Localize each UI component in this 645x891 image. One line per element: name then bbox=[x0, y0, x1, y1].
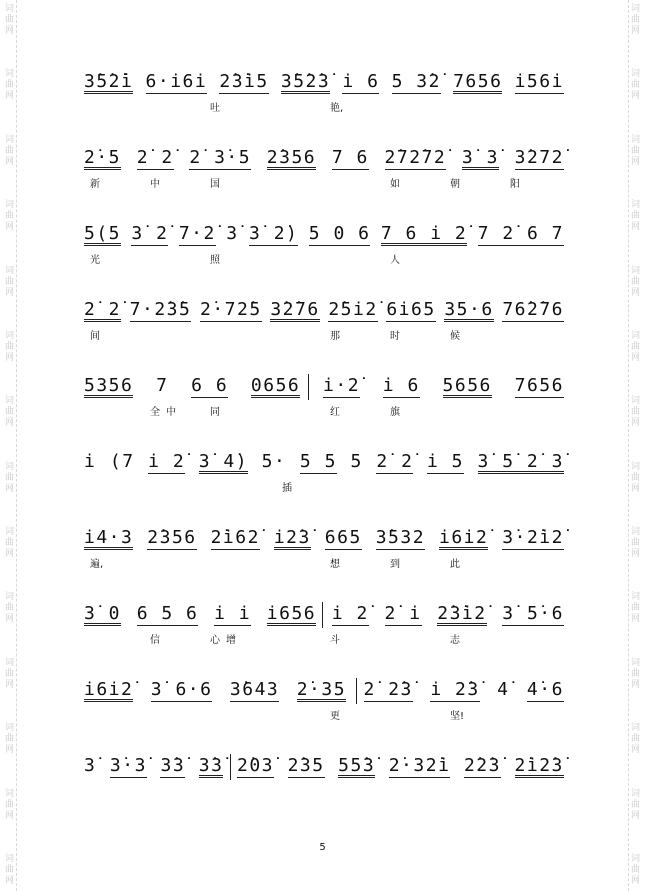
note-group: i6i2̇ bbox=[439, 527, 489, 548]
watermark-glyph: 曲 bbox=[4, 276, 14, 287]
watermark-stamp bbox=[3, 69, 16, 102]
note-group: 2̇5i2̇ bbox=[328, 299, 378, 320]
note-group: 7656 bbox=[453, 71, 503, 92]
note-group: 5 0 6 bbox=[308, 223, 371, 244]
lyric-char: 同 bbox=[210, 407, 220, 418]
lyric-char: 艳, bbox=[330, 103, 344, 114]
notation-row bbox=[84, 450, 564, 474]
watermark-stamp bbox=[629, 789, 642, 822]
note-group: 2̇35 bbox=[287, 755, 325, 776]
note-group: 2̇72̇72̇ bbox=[384, 147, 447, 168]
watermark-glyph: 网 bbox=[630, 614, 640, 625]
watermark-glyph: 网 bbox=[4, 810, 14, 821]
note-group: 3̇ 6·6 bbox=[150, 679, 213, 700]
lyric-char: 候 bbox=[450, 331, 460, 342]
watermark-glyph: 词 bbox=[630, 853, 640, 864]
watermark-stamp bbox=[629, 854, 642, 887]
lyric-char: 吐 bbox=[210, 103, 220, 114]
note-group: 7656 bbox=[514, 375, 564, 396]
watermark-glyph: 词 bbox=[4, 200, 14, 211]
notation-row bbox=[84, 146, 564, 170]
lyrics-row bbox=[84, 558, 564, 572]
note-group: 3̇ 3̇ bbox=[461, 147, 499, 168]
note-group: 4̇·6 bbox=[526, 679, 564, 700]
watermark-glyph: 词 bbox=[4, 396, 14, 407]
watermark-stamp bbox=[3, 200, 16, 233]
note-group: 7·2̇ bbox=[178, 223, 216, 244]
lyric-char: 志 bbox=[450, 635, 460, 646]
lyric-char: 到 bbox=[390, 559, 400, 570]
note-group: 5356 bbox=[84, 375, 134, 396]
watermark-glyph: 曲 bbox=[630, 603, 640, 614]
watermark-stamp bbox=[629, 723, 642, 756]
note-group: 6i65 bbox=[386, 299, 436, 320]
watermark-glyph: 网 bbox=[4, 483, 14, 494]
note-group: i2̇3̇ bbox=[273, 527, 311, 548]
watermark-stamp bbox=[629, 396, 642, 429]
lyrics-row bbox=[84, 634, 564, 648]
score-line bbox=[84, 366, 564, 442]
watermark-stamp bbox=[3, 789, 16, 822]
lyrics-row bbox=[84, 786, 564, 800]
lyrics-row bbox=[84, 406, 564, 420]
note-group: 3̇ bbox=[84, 755, 97, 776]
lyric-char: 那 bbox=[330, 331, 340, 342]
bar-line bbox=[356, 678, 357, 704]
note-group: 3̇ 4̇) bbox=[198, 451, 249, 472]
watermark-glyph: 曲 bbox=[4, 472, 14, 483]
watermark-stamp bbox=[629, 527, 642, 560]
watermark-glyph: 曲 bbox=[630, 734, 640, 745]
lyrics-row bbox=[84, 330, 564, 344]
watermark-stamp bbox=[629, 266, 642, 299]
lyric-char: 想 bbox=[330, 559, 340, 570]
watermark-glyph: 曲 bbox=[4, 668, 14, 679]
note-group: 5(5 bbox=[84, 223, 122, 244]
note-group: 2̇2̇3̇ bbox=[463, 755, 501, 776]
note-group: 6 6 bbox=[191, 375, 229, 396]
note-group: 7 bbox=[156, 375, 169, 396]
watermark-glyph: 网 bbox=[630, 26, 640, 36]
notation-row bbox=[84, 298, 564, 322]
watermark-stamp bbox=[629, 462, 642, 495]
note-group: 3̇5̇2̇i̇ bbox=[84, 71, 134, 92]
note-group: i 6 bbox=[342, 71, 380, 92]
lyric-char: 旗 bbox=[390, 407, 400, 418]
watermark-glyph: 网 bbox=[4, 875, 14, 886]
note-group: 665 bbox=[324, 527, 362, 548]
score-line bbox=[84, 138, 564, 214]
note-group: 6·i6i bbox=[145, 71, 208, 92]
note-group: 6 5 6 bbox=[136, 603, 199, 624]
watermark-glyph: 网 bbox=[4, 287, 14, 298]
lyric-char: 全 bbox=[150, 407, 160, 418]
lyrics-row bbox=[84, 102, 564, 116]
watermark-glyph: 曲 bbox=[4, 864, 14, 875]
lyric-char: 此 bbox=[450, 559, 460, 570]
lyric-char: 如 bbox=[390, 179, 400, 190]
watermark-glyph: 曲 bbox=[4, 145, 14, 156]
watermark-glyph: 网 bbox=[630, 745, 640, 756]
lyric-char: 国 bbox=[210, 179, 220, 190]
note-group: 2̇i2̇3̇ bbox=[514, 755, 564, 776]
notation-row bbox=[84, 526, 564, 550]
lyric-char: 心 bbox=[210, 635, 220, 646]
watermark-stamp bbox=[3, 266, 16, 299]
watermark-glyph: 网 bbox=[4, 91, 14, 102]
watermark-glyph: 词 bbox=[4, 265, 14, 276]
note-group: 5656 bbox=[442, 375, 492, 396]
watermark-glyph: 词 bbox=[4, 592, 14, 603]
watermark-glyph: 曲 bbox=[630, 799, 640, 810]
watermark-stamp bbox=[629, 200, 642, 233]
watermark-glyph: 词 bbox=[4, 69, 14, 80]
lyric-char: 更 bbox=[330, 711, 340, 722]
watermark-right bbox=[628, 0, 642, 891]
watermark-glyph: 曲 bbox=[630, 341, 640, 352]
watermark-glyph: 曲 bbox=[4, 80, 14, 91]
note-group: 2̇·35 bbox=[296, 679, 347, 700]
note-group: 76̇2̇76 bbox=[502, 299, 564, 320]
score bbox=[84, 62, 564, 822]
note-group: 2̇ 3̇·5 bbox=[189, 147, 252, 168]
note-group: i bbox=[84, 451, 97, 472]
watermark-left bbox=[3, 0, 17, 891]
score-line bbox=[84, 214, 564, 290]
lyric-char: 斗 bbox=[330, 635, 340, 646]
watermark-glyph: 网 bbox=[630, 91, 640, 102]
watermark-glyph: 网 bbox=[630, 810, 640, 821]
watermark-stamp bbox=[629, 4, 642, 37]
watermark-glyph: 词 bbox=[630, 788, 640, 799]
watermark-glyph: 词 bbox=[4, 330, 14, 341]
watermark-glyph: 词 bbox=[630, 265, 640, 276]
watermark-glyph: 词 bbox=[630, 4, 640, 14]
watermark-stamp bbox=[629, 331, 642, 364]
note-group: 2̇·72̇5 bbox=[199, 299, 262, 320]
note-group: 2̇ 2̇3̇ bbox=[363, 679, 413, 700]
watermark-glyph: 网 bbox=[630, 549, 640, 559]
watermark-glyph: 词 bbox=[630, 200, 640, 211]
watermark-glyph: 词 bbox=[4, 4, 14, 14]
lyric-char: 坚! bbox=[450, 711, 465, 722]
note-group: 3̇2̇76 bbox=[270, 299, 320, 320]
watermark-stamp bbox=[3, 396, 16, 429]
watermark-glyph: 网 bbox=[4, 26, 14, 36]
watermark-stamp bbox=[3, 331, 16, 364]
watermark-glyph: 词 bbox=[630, 69, 640, 80]
watermark-glyph: 网 bbox=[630, 679, 640, 690]
note-group: 2̇·32̇i bbox=[388, 755, 451, 776]
lyric-char: 时 bbox=[390, 331, 400, 342]
watermark-glyph: 网 bbox=[630, 483, 640, 494]
watermark-glyph: 曲 bbox=[630, 538, 640, 548]
watermark-glyph: 曲 bbox=[630, 407, 640, 418]
watermark-glyph: 曲 bbox=[630, 668, 640, 679]
note-group: 3̇ 2̇) bbox=[249, 223, 299, 244]
note-group: 3̇532 bbox=[375, 527, 426, 548]
watermark-glyph: 词 bbox=[4, 788, 14, 799]
note-group: i56i bbox=[514, 71, 564, 92]
note-group: 3̇ 5̇ 2̇ 3̇ bbox=[477, 451, 564, 472]
note-group: 3̇3̇ bbox=[160, 755, 186, 776]
note-group: 3̇ bbox=[226, 223, 239, 244]
note-group: 3̇3̇ bbox=[198, 755, 224, 776]
watermark-glyph: 网 bbox=[4, 418, 14, 429]
bar-line bbox=[230, 754, 231, 780]
note-group: 2̇03̇ bbox=[236, 755, 274, 776]
watermark-stamp bbox=[3, 658, 16, 691]
notation-row bbox=[84, 374, 564, 398]
watermark-glyph: 词 bbox=[630, 527, 640, 537]
lyrics-row bbox=[84, 482, 564, 496]
note-group: 3̇ 5̇·6 bbox=[502, 603, 564, 624]
watermark-glyph: 曲 bbox=[630, 145, 640, 156]
score-line bbox=[84, 290, 564, 366]
note-group: i6i2̇ bbox=[84, 679, 134, 700]
note-group: i 2̇ bbox=[331, 603, 369, 624]
watermark-glyph: 网 bbox=[630, 352, 640, 363]
watermark-glyph: 网 bbox=[630, 222, 640, 233]
watermark-stamp bbox=[3, 527, 16, 560]
note-group: 0656 bbox=[250, 375, 301, 396]
watermark-stamp bbox=[629, 135, 642, 168]
note-group: 2̇ 2̇ bbox=[84, 299, 122, 320]
watermark-glyph: 网 bbox=[4, 156, 14, 167]
watermark-glyph: 曲 bbox=[4, 407, 14, 418]
lyric-char: 新 bbox=[90, 179, 100, 190]
watermark-glyph: 词 bbox=[4, 657, 14, 668]
lyric-char: 朝 bbox=[450, 179, 460, 190]
score-line bbox=[84, 62, 564, 138]
watermark-glyph: 词 bbox=[630, 134, 640, 145]
notation-row bbox=[84, 754, 564, 778]
watermark-glyph: 曲 bbox=[4, 538, 14, 548]
note-group: i4·3 bbox=[84, 527, 134, 548]
watermark-glyph: 曲 bbox=[4, 341, 14, 352]
note-group: 7·2̇3̇5 bbox=[129, 299, 192, 320]
watermark-glyph: 词 bbox=[630, 592, 640, 603]
note-group: 7 6 i 2̇ bbox=[380, 223, 468, 244]
note-group: i i bbox=[214, 603, 252, 624]
page-number: 5 bbox=[319, 842, 326, 853]
lyric-char: 遍, bbox=[90, 559, 104, 570]
score-line bbox=[84, 670, 564, 746]
note-group: 5· bbox=[261, 451, 287, 472]
watermark-stamp bbox=[3, 4, 16, 37]
watermark-glyph: 网 bbox=[630, 875, 640, 886]
watermark-stamp bbox=[3, 854, 16, 887]
watermark-glyph: 网 bbox=[4, 679, 14, 690]
note-group: 5 3̇2̇ bbox=[391, 71, 441, 92]
watermark-glyph: 词 bbox=[630, 657, 640, 668]
watermark-stamp bbox=[3, 135, 16, 168]
watermark-glyph: 网 bbox=[630, 418, 640, 429]
watermark-glyph: 曲 bbox=[4, 15, 14, 25]
note-group: 5 5 bbox=[299, 451, 337, 472]
note-group: i656 bbox=[266, 603, 317, 624]
note-group: 5 bbox=[350, 451, 363, 472]
watermark-glyph: 曲 bbox=[630, 211, 640, 222]
note-group: 2̇ 2̇ bbox=[376, 451, 414, 472]
note-group: i 5 bbox=[426, 451, 464, 472]
watermark-glyph: 曲 bbox=[630, 276, 640, 287]
watermark-glyph: 网 bbox=[4, 614, 14, 625]
watermark-glyph: 曲 bbox=[630, 472, 640, 483]
watermark-glyph: 曲 bbox=[630, 80, 640, 91]
lyric-char: 增 bbox=[226, 635, 236, 646]
lyric-char: 插 bbox=[282, 483, 292, 494]
note-group: 3̇ 2̇ bbox=[131, 223, 169, 244]
note-group: i 6 bbox=[382, 375, 420, 396]
watermark-stamp bbox=[3, 592, 16, 625]
watermark-glyph: 词 bbox=[4, 527, 14, 537]
lyric-char: 中 bbox=[166, 407, 176, 418]
watermark-glyph: 词 bbox=[630, 396, 640, 407]
watermark-glyph: 词 bbox=[630, 330, 640, 341]
notation-row bbox=[84, 222, 564, 246]
note-group: 3̇272̇ bbox=[514, 147, 564, 168]
watermark-stamp bbox=[629, 69, 642, 102]
notation-row bbox=[84, 602, 564, 626]
note-group: 2̇3̇i2̇ bbox=[437, 603, 487, 624]
bar-line bbox=[322, 602, 323, 628]
watermark-glyph: 词 bbox=[4, 134, 14, 145]
note-group: 7 2̇ 6 7 bbox=[477, 223, 564, 244]
watermark-glyph: 网 bbox=[630, 287, 640, 298]
watermark-glyph: 词 bbox=[630, 723, 640, 734]
note-group: 2̇3̇i5 bbox=[219, 71, 269, 92]
note-group: i 2̇ bbox=[148, 451, 186, 472]
note-group: 55̇3̇ bbox=[338, 755, 376, 776]
score-line bbox=[84, 518, 564, 594]
watermark-glyph: 曲 bbox=[4, 211, 14, 222]
note-group: 35·6 bbox=[444, 299, 494, 320]
note-group: i·2̇ bbox=[323, 375, 361, 396]
watermark-glyph: 词 bbox=[4, 853, 14, 864]
watermark-stamp bbox=[3, 723, 16, 756]
note-group: 2̇·5 bbox=[84, 147, 122, 168]
note-group: 3̇·3̇ bbox=[109, 755, 147, 776]
lyric-char: 红 bbox=[330, 407, 340, 418]
lyric-char: 信 bbox=[150, 635, 160, 646]
lyrics-row bbox=[84, 710, 564, 724]
watermark-glyph: 曲 bbox=[630, 864, 640, 875]
watermark-glyph: 曲 bbox=[4, 799, 14, 810]
lyric-char: 人 bbox=[390, 255, 400, 266]
watermark-stamp bbox=[629, 658, 642, 691]
note-group: 3̇ 0 bbox=[84, 603, 122, 624]
note-group: 3̇643 bbox=[229, 679, 280, 700]
watermark-glyph: 曲 bbox=[630, 15, 640, 25]
watermark-stamp bbox=[3, 462, 16, 495]
lyric-char: 阳 bbox=[510, 179, 520, 190]
note-group: 3̇·2̇i2̇ bbox=[502, 527, 564, 548]
watermark-glyph: 曲 bbox=[4, 734, 14, 745]
notation-row bbox=[84, 678, 564, 702]
watermark-glyph: 网 bbox=[4, 549, 14, 559]
lyric-char: 照 bbox=[210, 255, 220, 266]
notation-row bbox=[84, 70, 564, 94]
bar-line bbox=[308, 374, 309, 400]
note-group: (7 bbox=[109, 451, 135, 472]
watermark-glyph: 词 bbox=[4, 723, 14, 734]
lyrics-row bbox=[84, 254, 564, 268]
lyric-char: 间 bbox=[90, 331, 100, 342]
lyrics-row bbox=[84, 178, 564, 192]
score-line bbox=[84, 594, 564, 670]
watermark-glyph: 词 bbox=[4, 461, 14, 472]
note-group: 2̇ i bbox=[384, 603, 422, 624]
note-group: 3̇5̇2̇3̇ bbox=[280, 71, 331, 92]
score-line bbox=[84, 442, 564, 518]
watermark-glyph: 曲 bbox=[4, 603, 14, 614]
score-line bbox=[84, 746, 564, 822]
note-group: 2̇i62̇ bbox=[210, 527, 260, 548]
note-group: 2̇ 2̇ bbox=[136, 147, 174, 168]
watermark-glyph: 词 bbox=[630, 461, 640, 472]
lyric-char: 光 bbox=[90, 255, 100, 266]
note-group: 7 6 bbox=[331, 147, 369, 168]
watermark-stamp bbox=[629, 592, 642, 625]
watermark-glyph: 网 bbox=[630, 156, 640, 167]
watermark-glyph: 网 bbox=[4, 222, 14, 233]
watermark-glyph: 网 bbox=[4, 745, 14, 756]
note-group: 2̇356 bbox=[266, 147, 317, 168]
watermark-glyph: 网 bbox=[4, 352, 14, 363]
note-group: 2̇356 bbox=[147, 527, 197, 548]
lyric-char: 中 bbox=[150, 179, 160, 190]
note-group: 4̇ bbox=[497, 679, 510, 700]
note-group: i 2̇3̇ bbox=[430, 679, 480, 700]
